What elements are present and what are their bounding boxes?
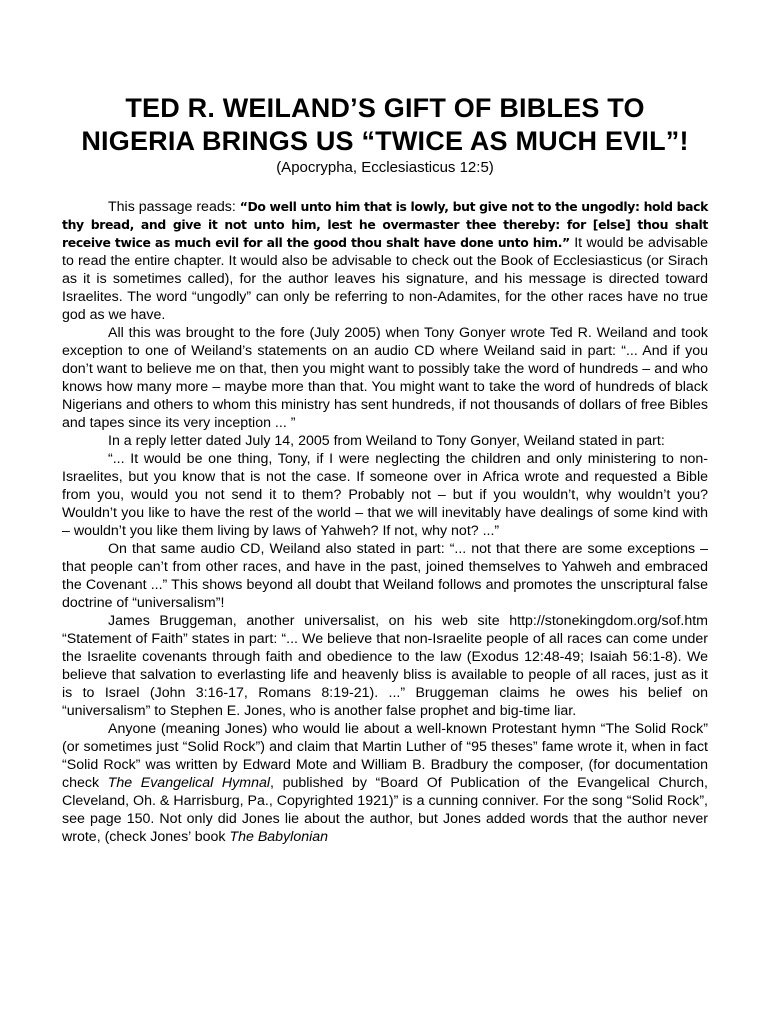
scripture-quote: “Do well unto him that is lowly, but give not to the ungodly: hold back thy bread, and give it not unto him, lest he overmaster thee thereby: for [else] thou shalt receive twice as much evil for all the good thou shalt have done unto him.” bbox=[62, 199, 709, 250]
paragraph-7-part-b: , published by “Board Of Publication of the Evangelical Church, Cleveland, Oh. & Harrisburg, Pa., Copyrighted 1921)” is a cunning conniver. For the song “Solid Rock”, see page 150. Not only did Jones lie about the author, but Jones added words that the author never wrote, (check Jones’ book bbox=[62, 775, 709, 845]
paragraph-6: James Bruggeman, another universalist, on his web site http://stonekingdom.org/sof.htm “Statement of Faith” states in part: “... We believe that non-Israelite people of all races can come under the Israelite covenants through faith and obedience to the law (Exodus 12:48-49; Isaiah 56:1-8). We believe that salvation to everlasting life and heavenly bliss is available to people of all races, just as it is to Israel (John 3:16-17, Romans 8:19-21). ...” Bruggeman claims he owes his belief on “universalism” to Stephen E. Jones, who is another false prophet and big-time liar. bbox=[62, 613, 708, 719]
paragraph-4: “... It would be one thing, Tony, if I were neglecting the children and only ministering to non-Israelites, but you know that is not the case. If someone over in Africa wrote and requested a Bible from you, would you not send it to them? Probably not – but if you wouldn’t, why wouldn’t you? Wouldn’t you like to have the rest of the world – that we will inevitably have dealings of some kind with – wouldn’t you like them living by laws of Yahweh? If not, why not? ...” bbox=[62, 451, 708, 539]
paragraph-7 bbox=[62, 720, 708, 846]
page-title bbox=[62, 92, 708, 158]
document-body bbox=[62, 198, 708, 846]
paragraph-5: On that same audio CD, Weiland also stated in part: “... not that there are some exceptions – that people can’t from other races, and have in the past, joined themselves to Yahweh and embraced the Covenant ...” This shows beyond all doubt that Weiland follows and promotes the unscriptural false doctrine of “universalism”! bbox=[62, 541, 708, 611]
book-title-evangelical-hymnal: The Evangelical Hymnal bbox=[107, 775, 271, 791]
paragraph-1 bbox=[62, 198, 708, 324]
title-line-2: NIGERIA BRINGS US “TWICE AS MUCH EVIL”! bbox=[81, 126, 689, 156]
paragraph-1-lead: This passage reads: bbox=[108, 199, 240, 215]
paragraph-3: In a reply letter dated July 14, 2005 from Weiland to Tony Gonyer, Weiland stated in part: bbox=[108, 433, 665, 449]
page-subtitle: (Apocrypha, Ecclesiasticus 12:5) bbox=[276, 159, 494, 176]
book-title-babylonian: The Babylonian bbox=[229, 829, 329, 845]
paragraph-7-part-a: Anyone (meaning Jones) who would lie about a well-known Protestant hymn “The Solid Rock” (or sometimes just “Solid Rock”) and claim that Martin Luther of “95 theses” fame wrote it, when in fact “Solid Rock” was written by Edward Mote and William B. Bradbury the composer, (for documentation check bbox=[62, 721, 708, 791]
paragraph-2: All this was brought to the fore (July 2005) when Tony Gonyer wrote Ted R. Weiland and took exception to one of Weiland’s statements on an audio CD where Weiland said in part: “... And if you don’t want to believe me on that, then you might want to possibly take the word of hundreds – and who knows how many more – maybe more than that. You might want to take the word of hundreds of black Nigerians and others to whom this ministry has sent hundreds, if not thousands of dollars of free Bibles and tapes since its very inception ... ” bbox=[62, 325, 708, 431]
title-line-1: TED R. WEILAND’S GIFT OF BIBLES TO bbox=[125, 93, 645, 123]
paragraph-1-rest: It would be advisable to read the entire chapter. It would also be advisable to check out the Book of Ecclesiasticus (or Sirach as it is sometimes called), for the author leaves his signature, and his message is directed toward Israelites. The word “ungodly” can only be referring to non-Adamites, for the other races have no true god as we have. bbox=[62, 235, 708, 323]
